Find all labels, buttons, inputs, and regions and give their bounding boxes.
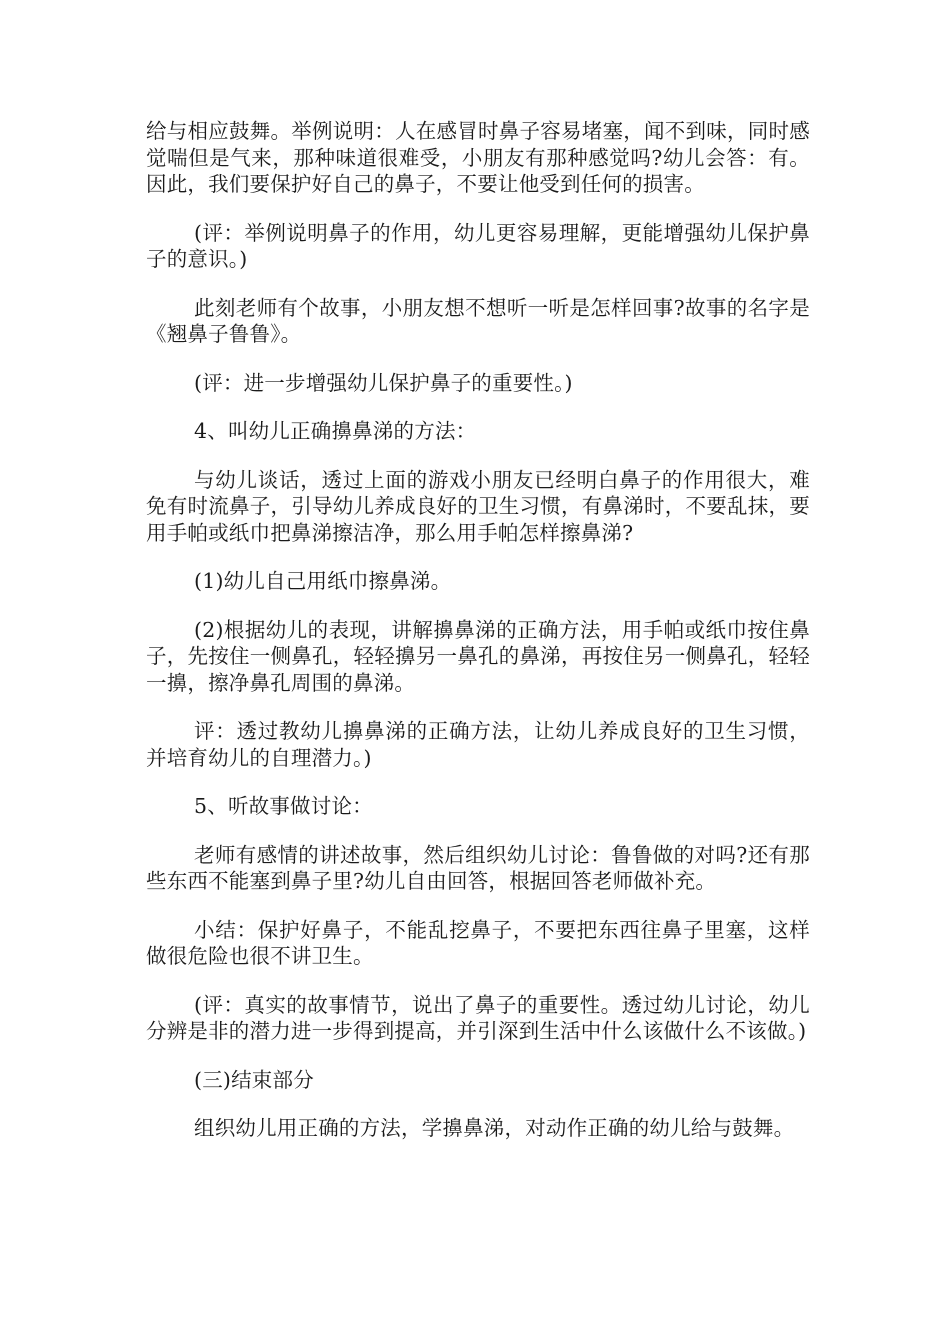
document-body [146, 118, 810, 1164]
body-paragraph: 此刻老师有个故事，小朋友想不想听一听是怎样回事?故事的名字是《翘鼻子鲁鲁》。 [146, 295, 810, 346]
summary-paragraph: 小结：保护好鼻子，不能乱挖鼻子，不要把东西往鼻子里塞，这样做很危险也很不讲卫生。 [146, 917, 810, 968]
body-paragraph: 组织幼儿用正确的方法，学擤鼻涕，对动作正确的幼儿给与鼓舞。 [194, 1116, 795, 1140]
comment-paragraph: (评：举例说明鼻子的作用，幼儿更容易理解，更能增强幼儿保护鼻子的意识。) [146, 220, 810, 271]
section-heading: (三)结束部分 [194, 1067, 314, 1092]
comment-paragraph: 评：透过教幼儿擤鼻涕的正确方法，让幼儿养成良好的卫生习惯，并培育幼儿的自理潜力。) [146, 719, 810, 770]
step-item: (1)幼儿自己用纸巾擦鼻涕。 [194, 569, 452, 593]
section-heading: 4、叫幼儿正确擤鼻涕的方法： [194, 419, 477, 443]
comment-paragraph: (评：进一步增强幼儿保护鼻子的重要性。) [194, 370, 573, 395]
body-paragraph: 老师有感情的讲述故事，然后组织幼儿讨论：鲁鲁做的对吗?还有那些东西不能塞到鼻子里?幼儿自由回答，根据回答老师做补充。 [146, 842, 810, 893]
step-item: (2)根据幼儿的表现，讲解擤鼻涕的正确方法，用手帕或纸巾按住鼻子，先按住一侧鼻孔，轻轻擤另一鼻孔的鼻涕，再按住另一侧鼻孔，轻轻一擤，擦净鼻孔周围的鼻涕。 [146, 617, 810, 695]
body-paragraph: 给与相应鼓舞。举例说明：人在感冒时鼻子容易堵塞，闻不到味，同时感觉喘但是气来，那种味道很难受，小朋友有那种感觉吗?幼儿会答：有。因此，我们要保护好自己的鼻子，不要让他受到任何的损害。 [146, 119, 810, 196]
section-heading: 5、听故事做讨论： [194, 794, 373, 818]
comment-paragraph: (评：真实的故事情节，说出了鼻子的重要性。透过幼儿讨论，幼儿分辨是非的潜力进一步得到提高，并引深到生活中什么该做什么不该做。) [146, 992, 810, 1043]
body-paragraph: 与幼儿谈话，透过上面的游戏小朋友已经明白鼻子的作用很大，难免有时流鼻子，引导幼儿养成良好的卫生习惯，有鼻涕时，不要乱抹，要用手帕或纸巾把鼻涕擦洁净，那么用手帕怎样擦鼻涕? [146, 467, 810, 545]
